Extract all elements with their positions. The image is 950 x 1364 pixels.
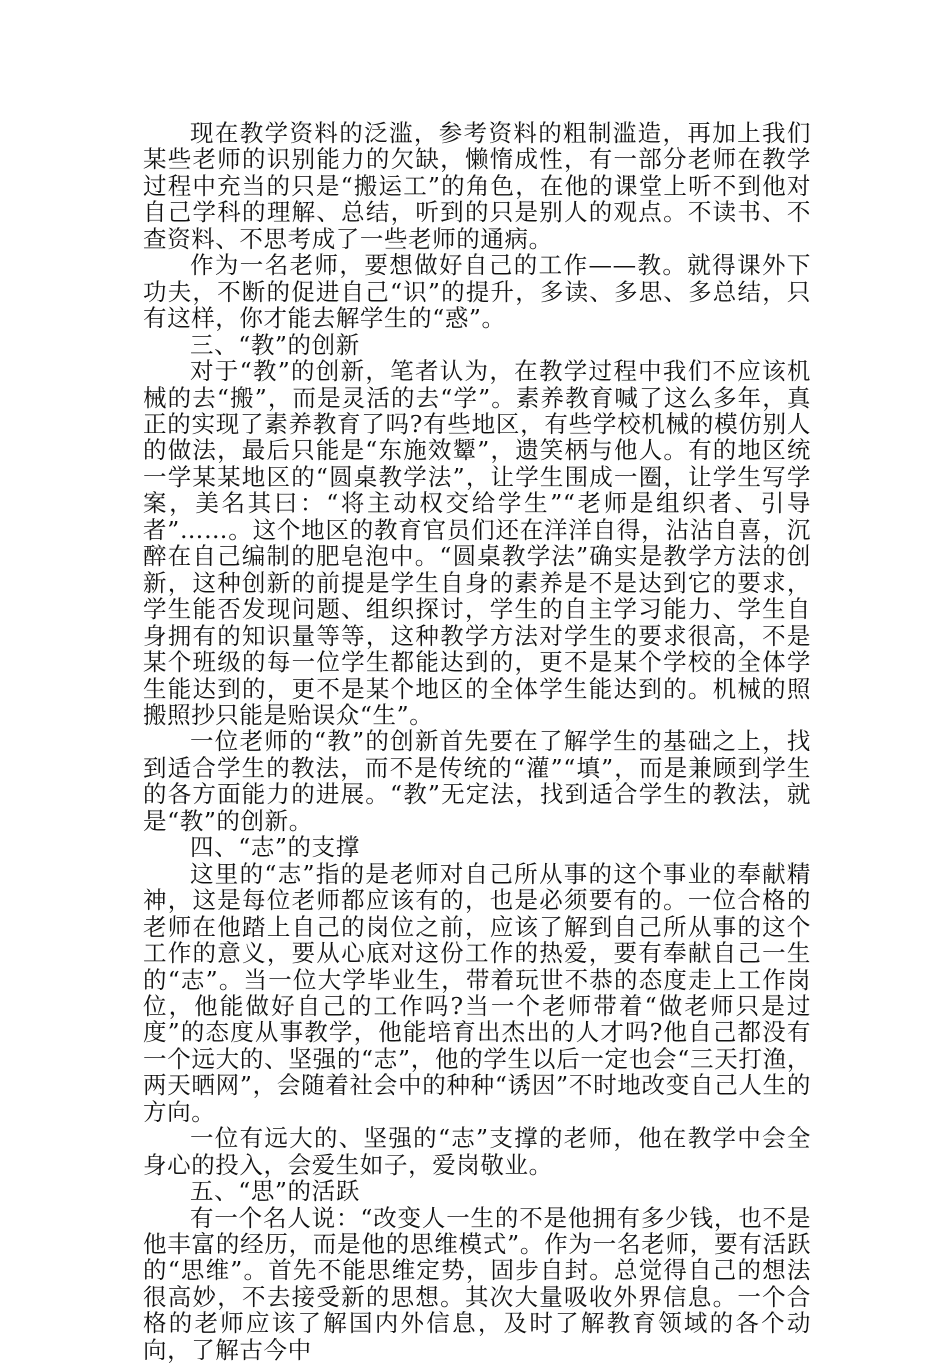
section-heading-aspiration: 四、“志”的支撑	[190, 833, 360, 862]
section-heading-innovation: 三、“教”的创新	[190, 330, 360, 359]
paragraph-teacher-knowledge: 作为一名老师，要想做好自己的工作——教。就得课外下功夫，不断的促进自己“识”的提升，多读、多思、多总结，只有这样，你才能去解学生的“惑”。	[143, 251, 811, 333]
paragraph-innovation-method: 一位老师的“教”的创新首先要在了解学生的基础之上，找到适合学生的教法，而不是传统的“灌”“填”，而是兼顾到学生的各方面能力的进展。“教”无定法，找到适合学生的教法，就是“教”的创新。	[143, 727, 811, 835]
section-heading-thinking: 五、“思”的活跃	[190, 1177, 360, 1206]
paragraph-aspiration-dedication: 这里的“志”指的是老师对自己所从事的这个事业的奉献精神，这是每位老师都应该有的，也是必须要有的。一位合格的老师在他踏上自己的岗位之前，应该了解到自己所从事的这个工作的意义，要从心底对这份工作的热爱，要有奉献自己一生的“志”。当一位大学毕业生，带着玩世不恭的态度走上工作岗位，他能做好自己的工作吗?当一个老师带着“做老师只是过度”的态度从事教学，他能培育出杰出的人才吗?他自己都没有一个远大的、坚强的“志”，他的学生以后一定也会“三天打渔，两天晒网”，会随着社会中的种种“诱因”不时地改变自己人生的方向。	[143, 859, 811, 1126]
paragraph-aspiration-summary: 一位有远大的、坚强的“志”支撑的老师，他在教学中会全身心的投入，会爱生如子，爱岗敬业。	[143, 1124, 811, 1179]
paragraph-innovation-critique: 对于“教”的创新，笔者认为，在教学过程中我们不应该机械的去“搬”，而是灵活的去“学”。素养教育喊了这么多年，真正的实现了素养教育了吗?有些地区，有些学校机械的模仿别人的做法，最后只能是“东施效颦”，遗笑柄与他人。有的地区统一学某某地区的“圆桌教学法”，让学生围成一圈，让学生写学案，美名其曰：“将主动权交给学生”“老师是组织者、引导者”……。这个地区的教育官员们还在洋洋自得，沾沾自喜，沉醉在自己编制的肥皂泡中。“圆桌教学法”确实是教学方法的创新，这种创新的前提是学生自身的素养是不是达到它的要求，学生能否发现问题、组织探讨，学生的自主学习能力、学生自身拥有的知识量等等，这种教学方法对学生的要求很高，不是某个班级的每一位学生都能达到的，更不是某个学校的全体学生能达到的，更不是某个地区的全体学生能达到的。机械的照搬照抄只能是贻误众“生”。	[143, 357, 811, 729]
document-page	[143, 120, 811, 1363]
paragraph-resource-abuse: 现在教学资料的泛滥，参考资料的粗制滥造，再加上我们某些老师的识别能力的欠缺，懒惰成性，有一部分老师在教学过程中充当的只是“搬运工”的角色，在他的课堂上听不到他对自己学科的理解、总结，听到的只是别人的观点。不读书、不查资料、不思考成了一些老师的通病。	[143, 119, 811, 253]
paragraph-thinking-active: 有一个名人说：“改变人一生的不是他拥有多少钱，也不是他丰富的经历，而是他的思维模式”。作为一名老师，要有活跃的“思维”。首先不能思维定势，固步自封。总觉得自己的想法很高妙，不去接受新的思想。其次大量吸收外界信息。一个合格的老师应该了解国内外信息，及时了解教育领域的各个动向，了解古今中	[143, 1203, 811, 1364]
